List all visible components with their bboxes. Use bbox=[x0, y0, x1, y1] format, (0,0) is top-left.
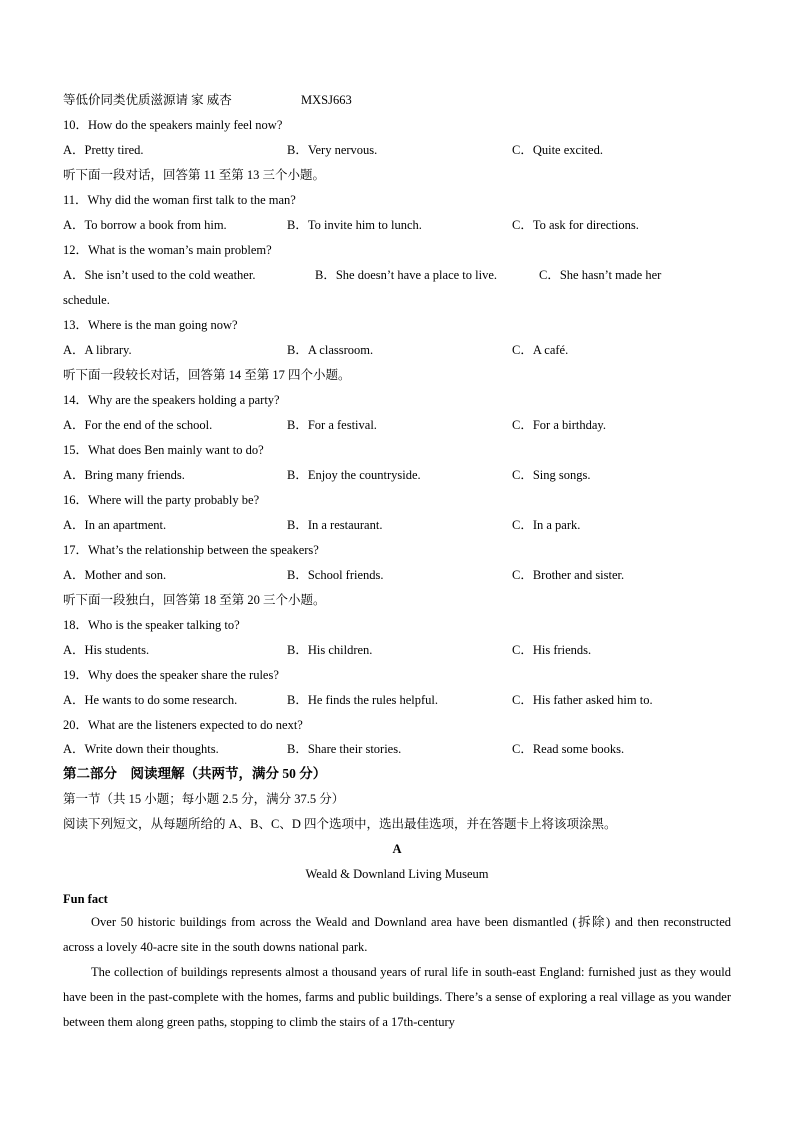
paragraph-1: Over 50 historic buildings from across the Weald and Downland area have been dismantled (拆除) and then reconstructed across a lovely 40-acre site in the south downs national park. bbox=[63, 915, 731, 954]
option-c: C．Brother and sister. bbox=[512, 568, 625, 582]
question-11: 11．Why did the woman first talk to the man? bbox=[63, 193, 296, 207]
instruction-18-20: 听下面一段独白，回答第 18 至第 20 三个小题。 bbox=[63, 593, 326, 607]
option-a: A．In an apartment. bbox=[63, 518, 167, 532]
question-15: 15．What does Ben mainly want to do? bbox=[63, 443, 264, 457]
question-19: 19．Why does the speaker share the rules? bbox=[63, 668, 279, 682]
option-a: A．Bring many friends. bbox=[63, 468, 185, 482]
option-c: C．Sing songs. bbox=[512, 468, 591, 482]
option-a: A．He wants to do some research. bbox=[63, 693, 238, 707]
fun-fact-heading: Fun fact bbox=[63, 892, 108, 906]
option-c: C．His father asked him to. bbox=[512, 693, 653, 707]
header-code: MXSJ663 bbox=[301, 93, 352, 107]
question-13: 13．Where is the man going now? bbox=[63, 318, 238, 332]
question-16: 16．Where will the party probably be? bbox=[63, 493, 260, 507]
option-a: A．A library. bbox=[63, 343, 132, 357]
option-a: A．His students. bbox=[63, 643, 150, 657]
instruction-14-17: 听下面一段较长对话，回答第 14 至第 17 四个小题。 bbox=[63, 368, 351, 382]
question-10: 10．How do the speakers mainly feel now? bbox=[63, 118, 283, 132]
option-b: B．Share their stories. bbox=[287, 742, 402, 756]
option-c: C．A café. bbox=[512, 343, 569, 357]
question-12: 12．What is the woman’s main problem? bbox=[63, 243, 272, 257]
option-a: A．Pretty tired. bbox=[63, 143, 144, 157]
option-c: C．Read some books. bbox=[512, 742, 625, 756]
option-a: A．She isn’t used to the cold weather. bbox=[63, 268, 256, 282]
header-text: 等低价同类优质滋源请 家 威杏 bbox=[63, 93, 232, 107]
question-20: 20．What are the listeners expected to do next? bbox=[63, 718, 303, 732]
passage-title: Weald & Downland Living Museum bbox=[305, 867, 489, 881]
option-c: C．Quite excited. bbox=[512, 143, 603, 157]
instruction-11-13: 听下面一段对话，回答第 11 至第 13 三个小题。 bbox=[63, 168, 326, 182]
option-c: C．She hasn’t made her bbox=[539, 268, 662, 282]
option-b: B．His children. bbox=[287, 643, 373, 657]
passage-letter: A bbox=[392, 842, 402, 856]
option-a: A．To borrow a book from him. bbox=[63, 218, 227, 232]
question-18: 18．Who is the speaker talking to? bbox=[63, 618, 240, 632]
section-title: 第二部分 阅读理解（共两节，满分 50 分） bbox=[63, 766, 327, 781]
option-b: B．Enjoy the countryside. bbox=[287, 468, 421, 482]
subsection-title: 第一节（共 15 小题；每小题 2.5 分，满分 37.5 分） bbox=[63, 792, 345, 806]
question-14: 14．Why are the speakers holding a party? bbox=[63, 393, 280, 407]
option-b: B．In a restaurant. bbox=[287, 518, 383, 532]
option-b: B．A classroom. bbox=[287, 343, 374, 357]
option-b: B．He finds the rules helpful. bbox=[287, 693, 439, 707]
option-c: C．For a birthday. bbox=[512, 418, 606, 432]
question-12-option-c-continued: schedule. bbox=[63, 293, 110, 307]
paragraph-2: The collection of buildings represents almost a thousand years of rural life in south-east England: furnished just as they would have been in the past-complete with the homes, farms and public buildings. There’s a sense of exploring a real village as you wander between them along green paths, stopping to climb the stairs of a 17th-century bbox=[63, 965, 731, 1029]
option-b: B．To invite him to lunch. bbox=[287, 218, 422, 232]
option-c: C．His friends. bbox=[512, 643, 592, 657]
option-c: C．In a park. bbox=[512, 518, 581, 532]
option-b: B．School friends. bbox=[287, 568, 384, 582]
option-b: B．She doesn’t have a place to live. bbox=[315, 268, 498, 282]
option-a: A．Mother and son. bbox=[63, 568, 167, 582]
reading-instruction: 阅读下列短文，从每题所给的 A、B、C、D 四个选项中，选出最佳选项，并在答题卡上将该项涂黑。 bbox=[63, 817, 617, 831]
question-17: 17．What’s the relationship between the speakers? bbox=[63, 543, 319, 557]
option-a: A．Write down their thoughts. bbox=[63, 742, 219, 756]
option-a: A．For the end of the school. bbox=[63, 418, 213, 432]
page-header bbox=[63, 92, 733, 108]
option-b: B．Very nervous. bbox=[287, 143, 378, 157]
option-b: B．For a festival. bbox=[287, 418, 377, 432]
option-c: C．To ask for directions. bbox=[512, 218, 639, 232]
